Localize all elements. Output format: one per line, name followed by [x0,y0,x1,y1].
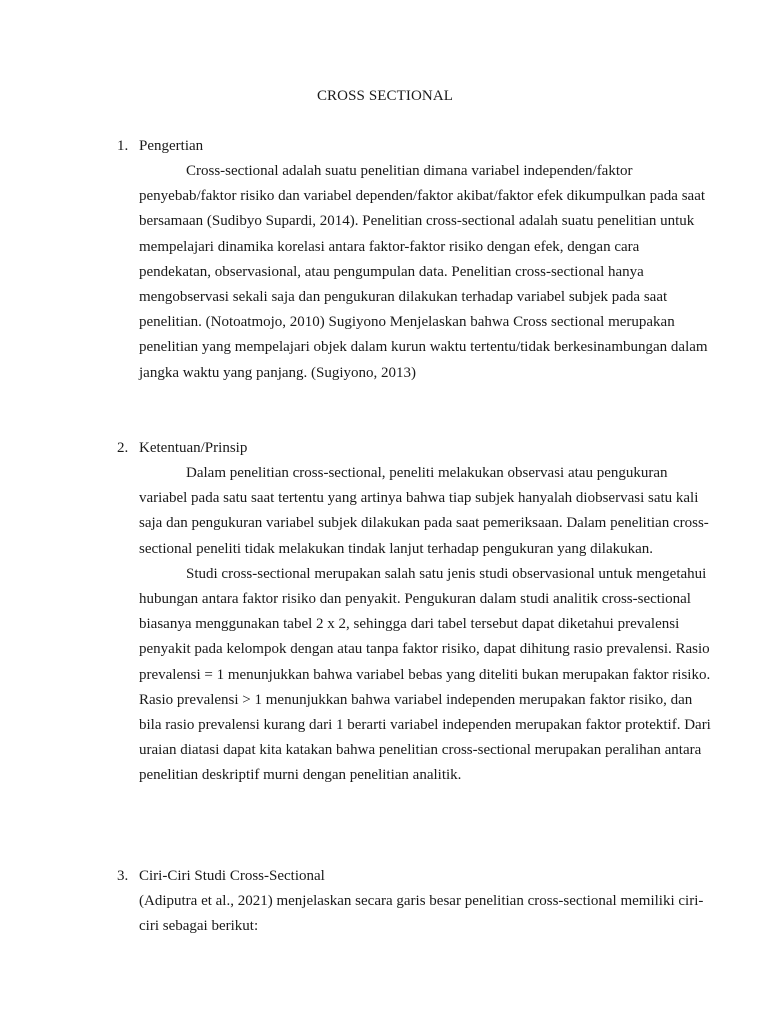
paragraph: Studi cross-sectional merupakan salah satu jenis studi observasional untuk mengetahui hubungan antara faktor risiko dan penyakit. Pengukuran dalam studi analitik cross-sectional biasanya menggunakan tabel 2 x 2, sehingga dari tabel tersebut dapat diketahui prevalensi penyakit pada kelompok dengan atau tanpa faktor risiko, dapat dihitung rasio prevalensi. Rasio prevalensi = 1 menunjukkan bahwa variabel bebas yang diteliti bukan merupakan faktor risiko. Rasio prevalensi > 1 menunjukkan bahwa variabel independen merupakan faktor risiko, dan bila rasio prevalensi kurang dari 1 berarti variabel independen merupakan faktor protektif. Dari uraian diatasi dapat kita katakan bahwa penelitian cross-sectional merupakan peralihan antara penelitian deskriptif murni dengan penelitian analitik. [139,565,711,784]
section-ciri-ciri [117,864,717,939]
section-title: Ciri-Ciri Studi Cross-Sectional [139,868,325,884]
section-number: 3. [117,868,129,884]
section-ketentuan-prinsip [117,436,717,789]
section-number: 1. [117,138,129,154]
section-title: Ketentuan/Prinsip [139,440,248,456]
section-number: 2. [117,440,129,456]
section-title: Pengertian [139,138,204,154]
section-heading [117,134,717,159]
paragraph: Cross-sectional adalah suatu penelitian dimana variabel independen/faktor penyebab/faktor risiko dan variabel dependen/faktor akibat/faktor efek dikumpulkan pada saat bersamaan (Sudibyo Supardi, 2014). Penelitian cross-sectional adalah suatu penelitian untuk mempelajari dinamika korelasi antara faktor-faktor risiko dengan efek, dengan cara pendekatan, observasional, atau pengumpulan data. Penelitian cross-sectional hanya mengobservasi sekali saja dan pengukuran dilakukan terhadap variabel subjek pada saat penelitian. (Notoatmojo, 2010) Sugiyono Menjelaskan bahwa Cross sectional merupakan penelitian yang mempelajari objek dalam kurun waktu tertentu/tidak berkesinambungan dalam jangka waktu yang panjang. (Sugiyono, 2013) [139,163,708,381]
section-pengertian [117,134,717,386]
section-heading [117,436,717,461]
paragraph: (Adiputra et al., 2021) menjelaskan secara garis besar penelitian cross-sectional memiliki ciri-ciri sebagai berikut: [139,893,704,935]
document-title: CROSS SECTIONAL [316,88,454,104]
paragraph: Dalam penelitian cross-sectional, peneliti melakukan observasi atau pengukuran variabel pada satu saat tertentu yang artinya bahwa tiap subjek hanyalah diobservasi satu kali saja dan pengukuran variabel subjek dilakukan pada saat pemeriksaan. Dalam penelitian cross-sectional peneliti tidak melakukan tindak lanjut terhadap pengukuran yang dilakukan. [139,465,709,557]
section-heading [117,864,717,889]
